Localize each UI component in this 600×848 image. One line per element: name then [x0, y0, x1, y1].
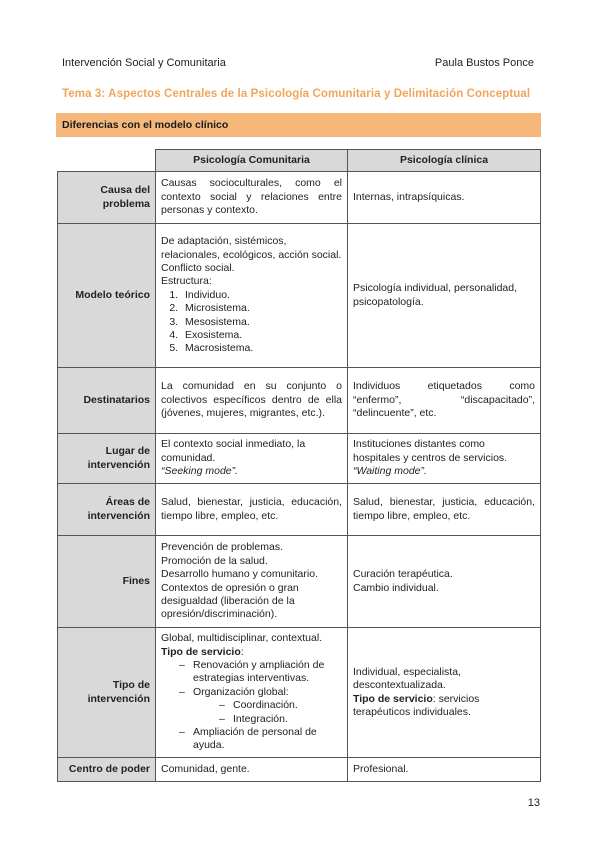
lugar-clinical-text: Instituciones distantes como hospitales y centros de servicios. — [353, 438, 508, 464]
row-label-centro: Centro de poder — [58, 758, 156, 782]
section-title: Diferencias con el modelo clínico — [62, 119, 229, 131]
cell-community-centro: Comunidad, gente. — [156, 758, 348, 782]
row-label-lugar: Lugar de intervención — [58, 434, 156, 484]
list-item — [179, 686, 342, 726]
list-item: 5. Macrosistema. — [181, 342, 342, 355]
cell-clinical-destinatarios: Individuos etiquetados como “enfermo”, “discapacitado”, “delincuente”, etc. — [348, 368, 541, 434]
tipo-clinical-service-label: Tipo de servicio — [353, 692, 433, 705]
list-item: 4. Exosistema. — [181, 329, 342, 342]
row-label-destinatarios: Destinatarios — [58, 368, 156, 434]
fines-line: Promoción de la salud. — [161, 554, 268, 567]
header-author: Paula Bustos Ponce — [434, 57, 534, 69]
fines-line: Contextos de opresión o gran desigualdad (liberación de la opresión/discriminación). — [161, 581, 299, 621]
cell-community-modelo — [156, 224, 348, 368]
service-list — [161, 659, 342, 753]
row-label-fines: Fines — [58, 536, 156, 628]
header-course-title: Intervención Social y Comunitaria — [62, 57, 226, 69]
col-header-community: Psicología Comunitaria — [156, 150, 348, 172]
row-label-modelo: Modelo teórico — [58, 224, 156, 368]
lugar-community-text: El contexto social inmediato, la comunidad. — [161, 438, 306, 464]
sub-list-item: – Coordinación. — [219, 699, 342, 712]
cell-clinical-tipo — [348, 628, 541, 758]
table-row — [58, 536, 541, 628]
cell-clinical-lugar — [348, 434, 541, 484]
page-number: 13 — [527, 797, 540, 809]
table-row — [58, 172, 541, 224]
tipo-intro: Global, multidisciplinar, contextual. — [161, 632, 323, 645]
row-label-tipo: Tipo de intervención — [58, 628, 156, 758]
cell-community-tipo — [156, 628, 348, 758]
tipo-service-heading: Tipo de servicio: — [161, 645, 244, 658]
list-item: 3. Mesosistema. — [181, 316, 342, 329]
fines-clinical-line: Curación terapéutica. — [353, 568, 453, 581]
list-item: – Renovación y ampliación de estrategias interventivas. — [179, 659, 342, 686]
fines-clinical-line: Cambio individual. — [353, 581, 439, 594]
table-header-row — [58, 150, 541, 172]
modelo-structure: Estructura: — [161, 275, 212, 288]
cell-community-fines — [156, 536, 348, 628]
cell-community-lugar — [156, 434, 348, 484]
lugar-community-mode: “Seeking mode”. — [161, 465, 239, 478]
table-row — [58, 758, 541, 782]
section-bar — [56, 113, 541, 137]
lugar-clinical-mode: “Waiting mode”. — [353, 465, 427, 478]
table-row — [58, 628, 541, 758]
fines-line: Desarrollo humano y comunitario. — [161, 568, 318, 581]
cell-clinical-areas: Salud, bienestar, justicia, educación, tiempo libre, empleo, etc. — [348, 484, 541, 536]
tipo-clinical-intro: Individual, especialista, descontextualizada. — [353, 665, 461, 692]
cell-clinical-fines — [348, 536, 541, 628]
sub-list-item: – Integración. — [219, 713, 342, 726]
structure-list — [161, 289, 342, 356]
header-blank-cell — [58, 150, 156, 172]
fines-line: Prevención de problemas. — [161, 541, 283, 554]
row-label-causa: Causa del problema — [58, 172, 156, 224]
table-row — [58, 368, 541, 434]
cell-community-causa: Causas socioculturales, como el contexto social y relaciones entre personas y contexto. — [156, 172, 348, 224]
list-item: 1. Individuo. — [181, 289, 342, 302]
topic-title: Tema 3: Aspectos Centrales de la Psicología Comunitaria y Delimitación Conceptual — [62, 88, 531, 100]
list-item-text: Organización global: — [193, 685, 289, 698]
table-row — [58, 224, 541, 368]
table-row — [58, 434, 541, 484]
col-header-clinical: Psicología clínica — [348, 150, 541, 172]
modelo-conflict: Conflicto social. — [161, 261, 235, 274]
cell-community-destinatarios: La comunidad en su conjunto o colectivos específicos dentro de ella (jóvenes, mujeres, migrantes, etc.). — [156, 368, 348, 434]
cell-clinical-causa: Internas, intrapsíquicas. — [348, 172, 541, 224]
row-label-areas: Áreas de intervención — [58, 484, 156, 536]
modelo-intro: De adaptación, sistémicos, relacionales, ecológicos, acción social. — [161, 235, 342, 261]
cell-community-areas: Salud, bienestar, justicia, educación, tiempo libre, empleo, etc. — [156, 484, 348, 536]
tipo-clinical-service-text: servicios terapéuticos individuales. — [353, 692, 480, 718]
tipo-service-label: Tipo de servicio — [161, 645, 241, 658]
list-item: 2. Microsistema. — [181, 302, 342, 315]
sub-list — [193, 699, 342, 726]
tipo-clinical-service: Tipo de servicio: servicios terapéuticos individuales. — [353, 692, 480, 718]
comparison-table — [57, 149, 541, 782]
list-item: – Ampliación de personal de ayuda. — [179, 726, 342, 753]
cell-clinical-centro: Profesional. — [348, 758, 541, 782]
cell-clinical-modelo: Psicología individual, personalidad, psicopatología. — [348, 224, 541, 368]
table-row — [58, 484, 541, 536]
